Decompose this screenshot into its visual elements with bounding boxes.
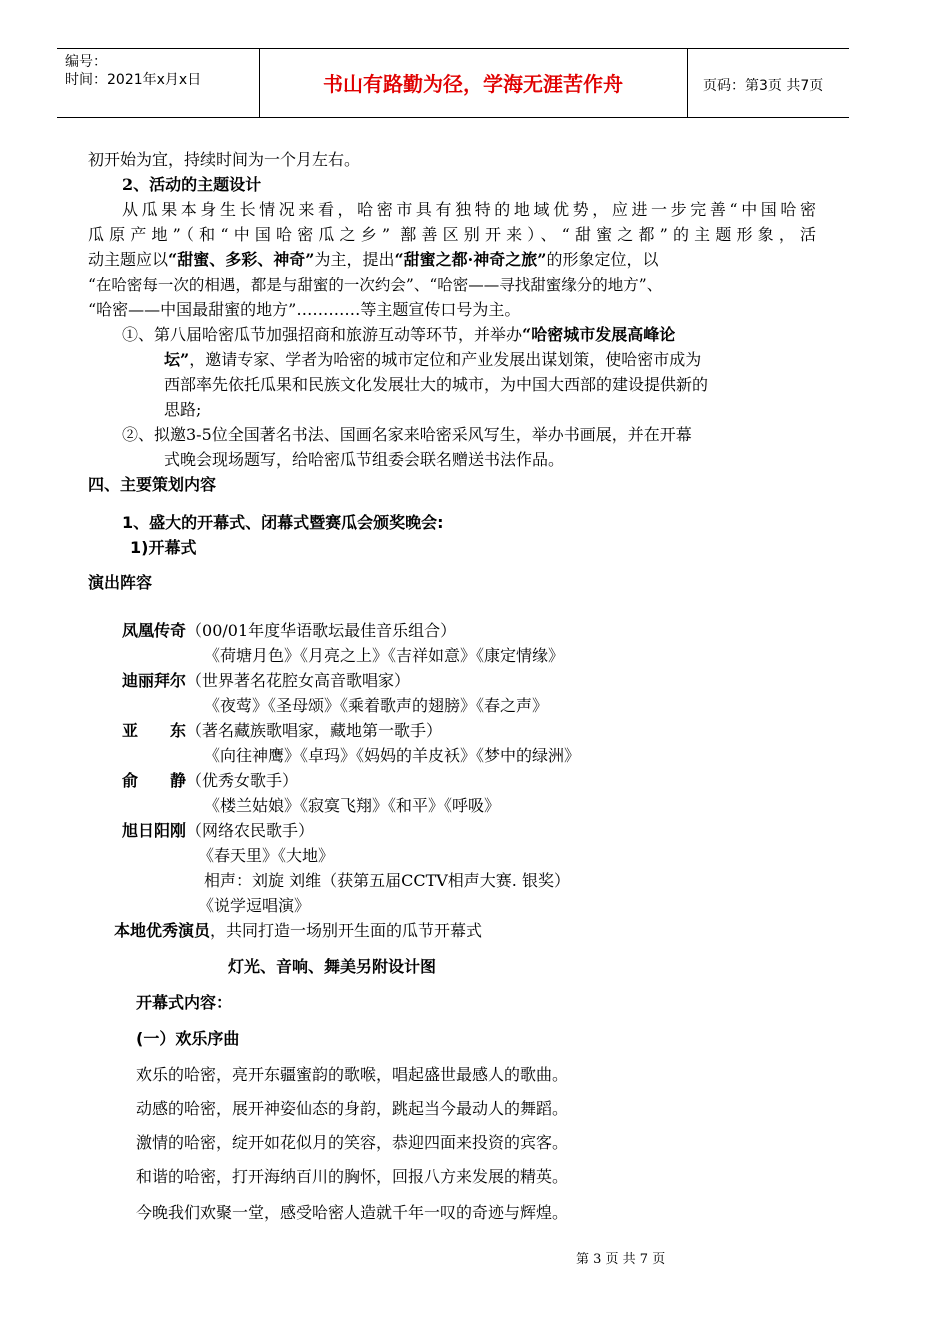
performer-songs: 《夜莺》《圣母颂》《乘着歌声的翅膀》《春之声》 <box>204 696 549 715</box>
header-motto: 书山有路勤为径，学海无涯苦作舟 <box>323 72 623 96</box>
emphasis-text: 本地优秀演员 <box>114 921 211 940</box>
local-performers <box>114 920 482 942</box>
crosstalk-piece: 《说学逗唱演》 <box>198 896 311 915</box>
performer-row <box>122 820 314 842</box>
performer-row <box>122 770 298 792</box>
design-note: 灯光、音响、舞美另附设计图 <box>228 957 437 976</box>
paragraph-line: 从瓜果本身生长情况来看，哈密市具有独特的地域优势，应进一步完善“中国哈密 <box>122 200 816 219</box>
text-run: ①、第八届哈密瓜节加强招商和旅游互动等环节，并举办 <box>122 325 523 344</box>
subsection-heading: 1、盛大的开幕式、闭幕式暨赛瓜会颁奖晚会: <box>122 513 444 532</box>
performer-row <box>122 720 442 742</box>
subsection-heading: 1)开幕式 <box>130 538 197 557</box>
part-heading: (一）欢乐序曲 <box>136 1029 240 1048</box>
paragraph-line: “哈密——中国最甜蜜的地方”…………等主题宣传口号为主。 <box>88 300 521 319</box>
text-run: 动主题应以 <box>88 250 169 269</box>
text-run: 为主，提出 <box>314 250 395 269</box>
performer-desc: （世界著名花腔女高音歌唱家） <box>186 671 411 690</box>
paragraph-line: 初开始为宜，持续时间为一个月左右。 <box>88 150 361 169</box>
performer-songs: 《春天里》《大地》 <box>198 846 335 865</box>
lineup-heading: 演出阵容 <box>88 573 153 592</box>
performer-desc: （著名藏族歌唱家，藏地第一歌手） <box>186 721 443 740</box>
list-item-line: 西部率先依托瓜果和民族文化发展壮大的城市，为中国大西部的建设提供新的 <box>164 375 709 394</box>
emphasis-text: “甜蜜之都·神奇之旅” <box>394 250 547 269</box>
paragraph-line <box>88 249 658 271</box>
emphasis-text: 坛” <box>164 350 190 369</box>
list-item: ②、拟邀3-5位全国著名书法、国画名家来哈密采风写生，举办书画展，并在开幕 <box>122 425 692 444</box>
performer-name: 迪丽拜尔 <box>122 671 187 690</box>
performer-desc: （网络农民歌手） <box>186 821 315 840</box>
performer-name: 俞 静 <box>122 771 187 790</box>
list-item-line <box>164 349 701 371</box>
verse-line: 欢乐的哈密，亮开东疆蜜韵的歌喉，唱起盛世最感人的歌曲。 <box>136 1065 569 1084</box>
header-top-rule <box>57 48 849 49</box>
list-item <box>122 324 675 346</box>
section-heading: 四、主要策划内容 <box>88 475 217 494</box>
performer-songs: 《楼兰姑娘》《寂寞飞翔》《和平》《呼吸》 <box>204 796 501 815</box>
verse-line: 激情的哈密，绽开如花似月的笑容，恭迎四面来投资的宾客。 <box>136 1133 569 1152</box>
verse-line: 和谐的哈密，打开海纳百川的胸怀，回报八方来发展的精英。 <box>136 1167 569 1186</box>
header-page: 页码：第3页 共7页 <box>703 78 824 94</box>
list-item-line: 思路; <box>164 400 202 419</box>
text-run: ，共同打造一场别开生面的瓜节开幕式 <box>210 921 483 940</box>
list-item-line: 式晚会现场题写，给哈密瓜节组委会联名赠送书法作品。 <box>164 450 565 469</box>
header-bottom-rule <box>57 117 849 118</box>
paragraph-line: “在哈密每一次的相遇，都是与甜蜜的一次约会”、“哈密——寻找甜蜜缘分的地方”、 <box>88 276 663 294</box>
performer-row <box>122 670 410 692</box>
performer-songs: 《荷塘月色》《月亮之上》《吉祥如意》《康定情缘》 <box>204 646 565 665</box>
performer-row <box>122 620 456 642</box>
page-header <box>57 48 849 118</box>
text-run: ，邀请专家、学者为哈密的城市定位和产业发展出谋划策，使哈密市成为 <box>189 350 702 369</box>
emphasis-text: “甜蜜、多彩、神奇” <box>168 250 315 269</box>
page-footer: 第 3 页 共 7 页 <box>576 1252 666 1267</box>
performer-name: 旭日阳刚 <box>122 821 187 840</box>
performer-desc: （优秀女歌手） <box>186 771 299 790</box>
performer-songs: 《向往神鹰》《卓玛》《妈妈的羊皮袄》《梦中的绿洲》 <box>204 746 581 765</box>
header-number: 编号： <box>65 54 107 70</box>
text-run: 的形象定位，以 <box>546 250 659 269</box>
verse-line: 动感的哈密，展开神姿仙态的身韵，跳起当今最动人的舞蹈。 <box>136 1099 569 1118</box>
section-heading: 2、活动的主题设计 <box>122 175 262 194</box>
performer-name: 亚 东 <box>122 721 187 740</box>
header-meta <box>65 53 201 89</box>
verse-line: 今晚我们欢聚一堂，感受哈密人造就千年一叹的奇迹与辉煌。 <box>136 1203 569 1222</box>
header-divider <box>687 49 688 117</box>
emphasis-text: “哈密城市发展高峰论 <box>522 325 676 344</box>
opening-content-heading: 开幕式内容： <box>136 993 233 1012</box>
paragraph-line: 瓜原产地”（和“中国哈密瓜之乡” 鄯善区别开来）、“甜蜜之都”的主题形象，活 <box>88 225 816 244</box>
crosstalk-line: 相声：刘旋 刘维（获第五届CCTV相声大赛. 银奖） <box>204 871 570 890</box>
performer-name: 凤凰传奇 <box>122 621 187 640</box>
header-time: 时间：2021年x月x日 <box>65 72 202 88</box>
performer-desc: （00/01年度华语歌坛最佳音乐组合） <box>186 621 457 640</box>
